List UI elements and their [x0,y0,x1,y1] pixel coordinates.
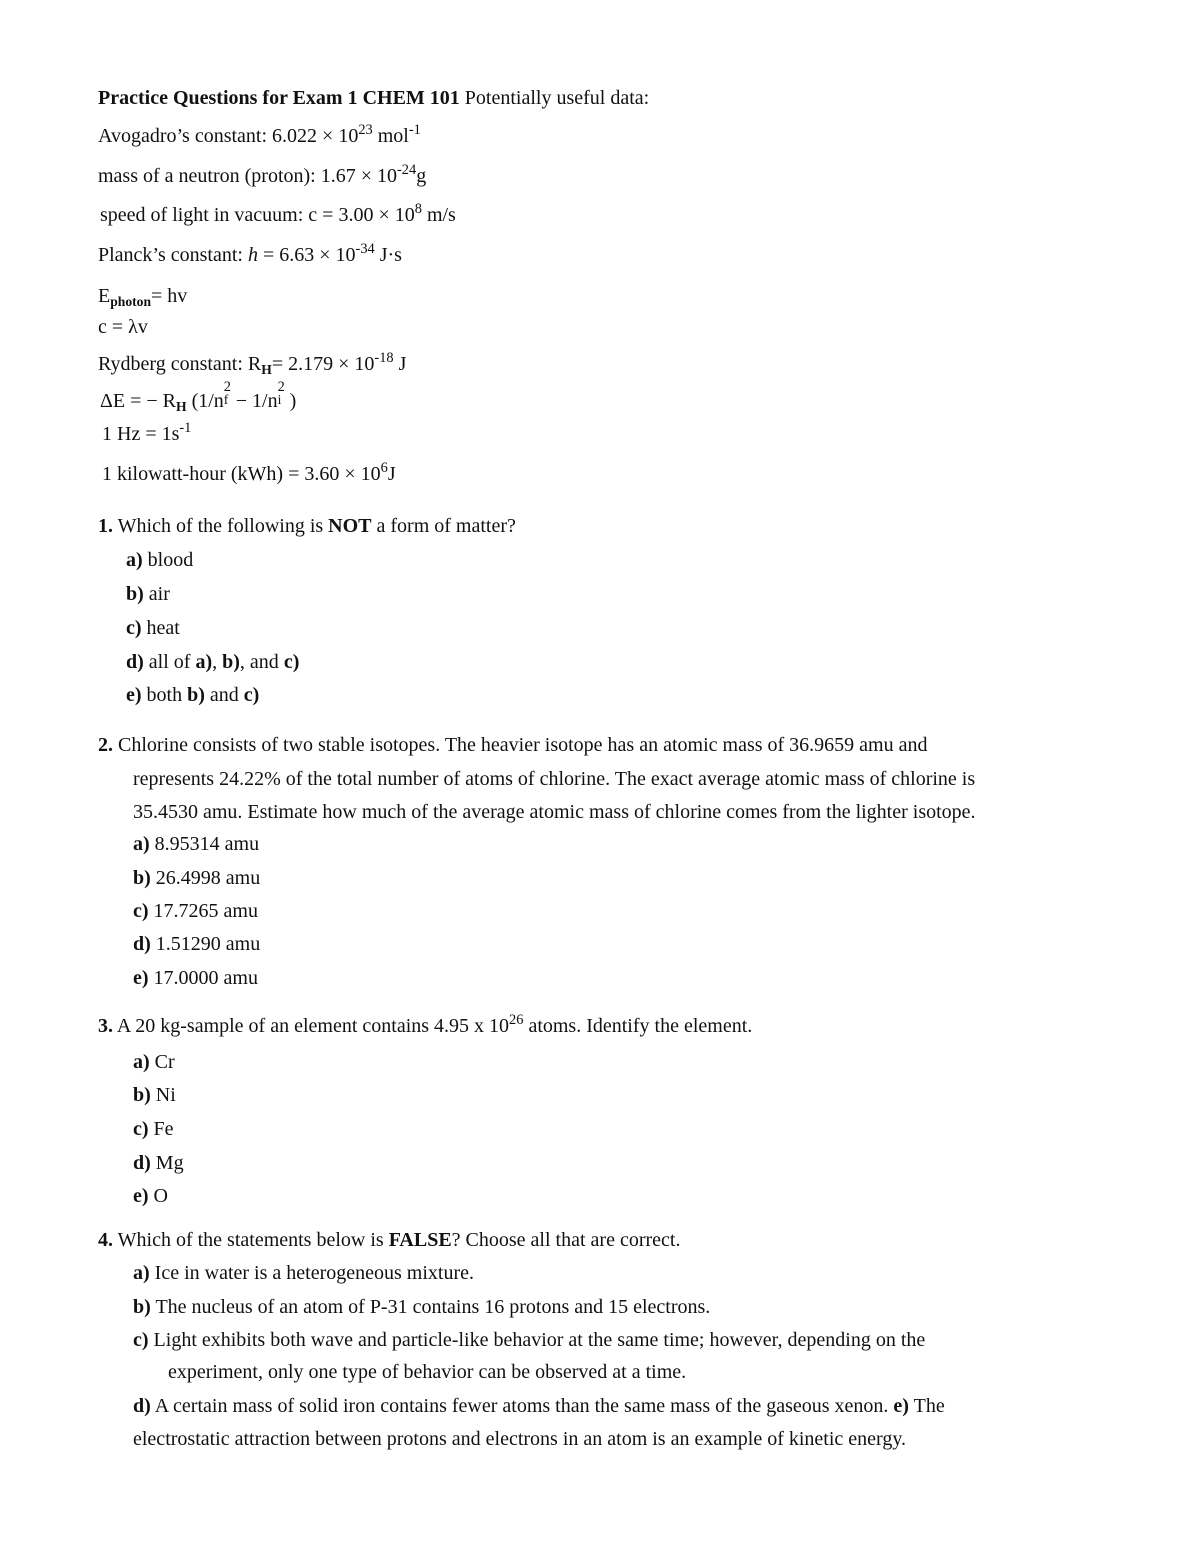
option-text: , [212,651,223,673]
option-text: blood [147,549,194,571]
rydberg-unit: J [398,353,407,375]
option-text: Light exhibits both wave and particle-like behavior at the same time; however, depending on the [153,1329,926,1351]
option-letter: a) [133,833,150,855]
option-ref: b) [187,684,205,706]
option-letter: b) [126,583,144,605]
option-letter: d) [126,651,144,673]
q2-option-c [133,899,258,923]
option-ref: c) [283,651,300,673]
option-text: 26.4998 amu [155,867,261,889]
option-letter: c) [133,1329,149,1351]
rydberg-value: = 2.179 × 10 [271,353,375,375]
q3-stem [98,1014,752,1038]
option-letter: c) [133,1118,149,1140]
q1-stem [98,514,516,538]
q2-option-d [133,932,260,956]
q2-option-e [133,966,258,990]
q1-text-a: Which of the following is [117,515,329,537]
option-letter: e) [133,1185,149,1207]
rydberg-subscript: H [261,362,272,378]
ephoton-subscript: photon [110,294,152,310]
delta-e-h-subscript: H [175,399,187,415]
rydberg-exponent: -18 [374,350,394,367]
option-letter: c) [126,617,142,639]
delta-e-nf: (1/n [186,390,224,412]
constant-avogadro [98,124,421,148]
option-letter: b) [133,1084,151,1106]
q3-option-b [133,1083,176,1107]
option-text: The [913,1395,945,1417]
ephoton-symbol: E [98,285,111,307]
avogadro-unit: mol [377,125,409,147]
ni-superscript: 2 [277,379,285,396]
equation-delta-e [100,379,297,415]
option-text: 1.51290 amu [155,933,261,955]
kwh-unit: J [387,463,396,485]
option-ref: c) [243,684,260,706]
ni-subscript: i [277,391,282,407]
q3-number: 3. [98,1015,113,1037]
option-letter: d) [133,1152,151,1174]
option-letter: a) [126,549,143,571]
option-letter: d) [133,933,151,955]
option-text: both [146,684,188,706]
option-letter: a) [133,1051,150,1073]
planck-exponent: -34 [355,241,375,258]
option-text: air [148,583,170,605]
option-text: electrostatic attraction between protons and electrons in an atom is an example of kinetic energy. [133,1428,907,1450]
q3-exponent: 26 [509,1012,524,1029]
avogadro-unit-exponent: -1 [408,122,421,139]
delta-e-lhs: ΔE = − R [100,390,176,412]
option-letter: e) [126,684,142,706]
delta-e-close: ) [289,390,297,412]
q4-option-a [133,1261,474,1285]
constant-speed-of-light [100,203,456,227]
q2-number: 2. [98,734,113,756]
delta-e-ni: − 1/n [235,390,278,412]
q3-text-b: atoms. Identify the element. [523,1015,753,1037]
document-subtitle: Potentially useful data: [464,87,650,109]
option-ref: a) [195,651,213,673]
nf-subscript: f [223,391,229,407]
q2-text-line-3: 35.4530 amu. Estimate how much of the average atomic mass of chlorine comes from the lighter isotope. [133,801,976,823]
planck-symbol: h [247,244,258,266]
equation-photon-energy [98,284,187,308]
q4-text-a: Which of the statements below is [117,1229,389,1251]
option-text: O [153,1185,168,1207]
light-unit: m/s [426,204,456,226]
q2-text-line-1: Chlorine consists of two stable isotopes. The heavier isotope has an atomic mass of 36.9659 amu and [118,734,928,756]
option-text: , and [239,651,284,673]
q1-option-e [126,683,259,707]
option-text: A certain mass of solid iron contains fewer atoms than the same mass of the gaseous xenon. [154,1395,894,1417]
option-letter: e) [893,1395,909,1417]
q3-option-a [133,1050,175,1074]
q3-option-e [133,1184,168,1208]
document-title: Practice Questions for Exam 1 CHEM 101 [98,87,460,109]
option-letter: e) [133,967,149,989]
q4-number: 4. [98,1229,113,1251]
option-text: and [204,684,244,706]
q1-option-c [126,616,180,640]
constant-planck [98,243,402,267]
nf-script [223,379,236,407]
q2-stem-line-3 [133,800,976,824]
planck-prefix: Planck’s constant: [98,244,248,266]
option-text: all of [148,651,196,673]
q1-option-d [126,650,299,674]
option-letter: b) [133,1296,151,1318]
hz-label: 1 Hz = 1s [102,423,180,445]
q1-bold: NOT [328,515,372,537]
q4-option-e-continued [133,1427,906,1451]
rydberg-label: Rydberg constant: R [98,353,262,375]
q2-stem-line-1 [98,733,927,757]
option-text: Mg [155,1152,184,1174]
avogadro-exponent: 23 [358,122,373,139]
nf-superscript: 2 [223,379,231,396]
q4-stem [98,1228,680,1252]
q4-bold: FALSE [388,1229,452,1251]
q1-option-a [126,548,193,572]
option-text: The nucleus of an atom of P-31 contains 16 protons and 15 electrons. [155,1296,711,1318]
q4-option-b [133,1295,710,1319]
q2-option-b [133,866,260,890]
planck-value: = 6.63 × 10 [257,244,356,266]
option-text: Fe [153,1118,174,1140]
constant-neutron-mass [98,164,426,188]
q1-number: 1. [98,515,113,537]
option-text: experiment, only one type of behavior can be observed at a time. [168,1361,687,1383]
option-text: 17.7265 amu [153,900,258,922]
q4-option-c-continued [168,1360,686,1384]
option-text: Cr [154,1051,175,1073]
option-letter: d) [133,1395,151,1417]
constant-rydberg [98,352,406,376]
q2-text-line-2: represents 24.22% of the total number of atoms of chlorine. The exact average atomic mass of chlorine is [133,768,976,790]
option-text: Ice in water is a heterogeneous mixture. [154,1262,474,1284]
option-text: 17.0000 amu [153,967,258,989]
constant-hertz [102,422,191,446]
option-text: Ni [155,1084,176,1106]
q2-stem-line-2 [133,767,975,791]
equation-c-lambda [98,315,148,339]
kwh-label: 1 kilowatt-hour (kWh) = 3.60 × 10 [102,463,381,485]
q4-option-c [133,1328,925,1352]
q2-option-a [133,832,259,856]
ephoton-rest: = hv [151,285,188,307]
c-lambda-text: c = λv [98,316,148,338]
q3-text-a: A 20 kg-sample of an element contains 4.95 x 10 [116,1015,510,1037]
ni-script [277,379,290,407]
light-label: speed of light in vacuum: c = 3.00 × 10 [100,204,415,226]
avogadro-label: Avogadro’s constant: 6.022 × 10 [98,125,359,147]
option-letter: a) [133,1262,150,1284]
q3-option-d [133,1151,184,1175]
q1-text-b: a form of matter? [371,515,516,537]
light-exponent: 8 [414,201,422,218]
neutron-label: mass of a neutron (proton): 1.67 × 10 [98,165,398,187]
q4-text-b: ? Choose all that are correct. [451,1229,681,1251]
option-ref: b) [222,651,240,673]
q1-option-b [126,582,170,606]
option-text: heat [146,617,180,639]
kwh-exponent: 6 [380,460,388,477]
option-letter: b) [133,867,151,889]
q4-option-d [133,1394,945,1418]
neutron-exponent: -24 [397,162,417,179]
header-line [98,86,649,110]
constant-kwh [102,462,396,486]
planck-unit: J·s [379,244,402,266]
option-text: 8.95314 amu [154,833,260,855]
neutron-unit: g [416,165,427,187]
option-letter: c) [133,900,149,922]
q3-option-c [133,1117,174,1141]
hz-exponent: -1 [179,420,192,437]
